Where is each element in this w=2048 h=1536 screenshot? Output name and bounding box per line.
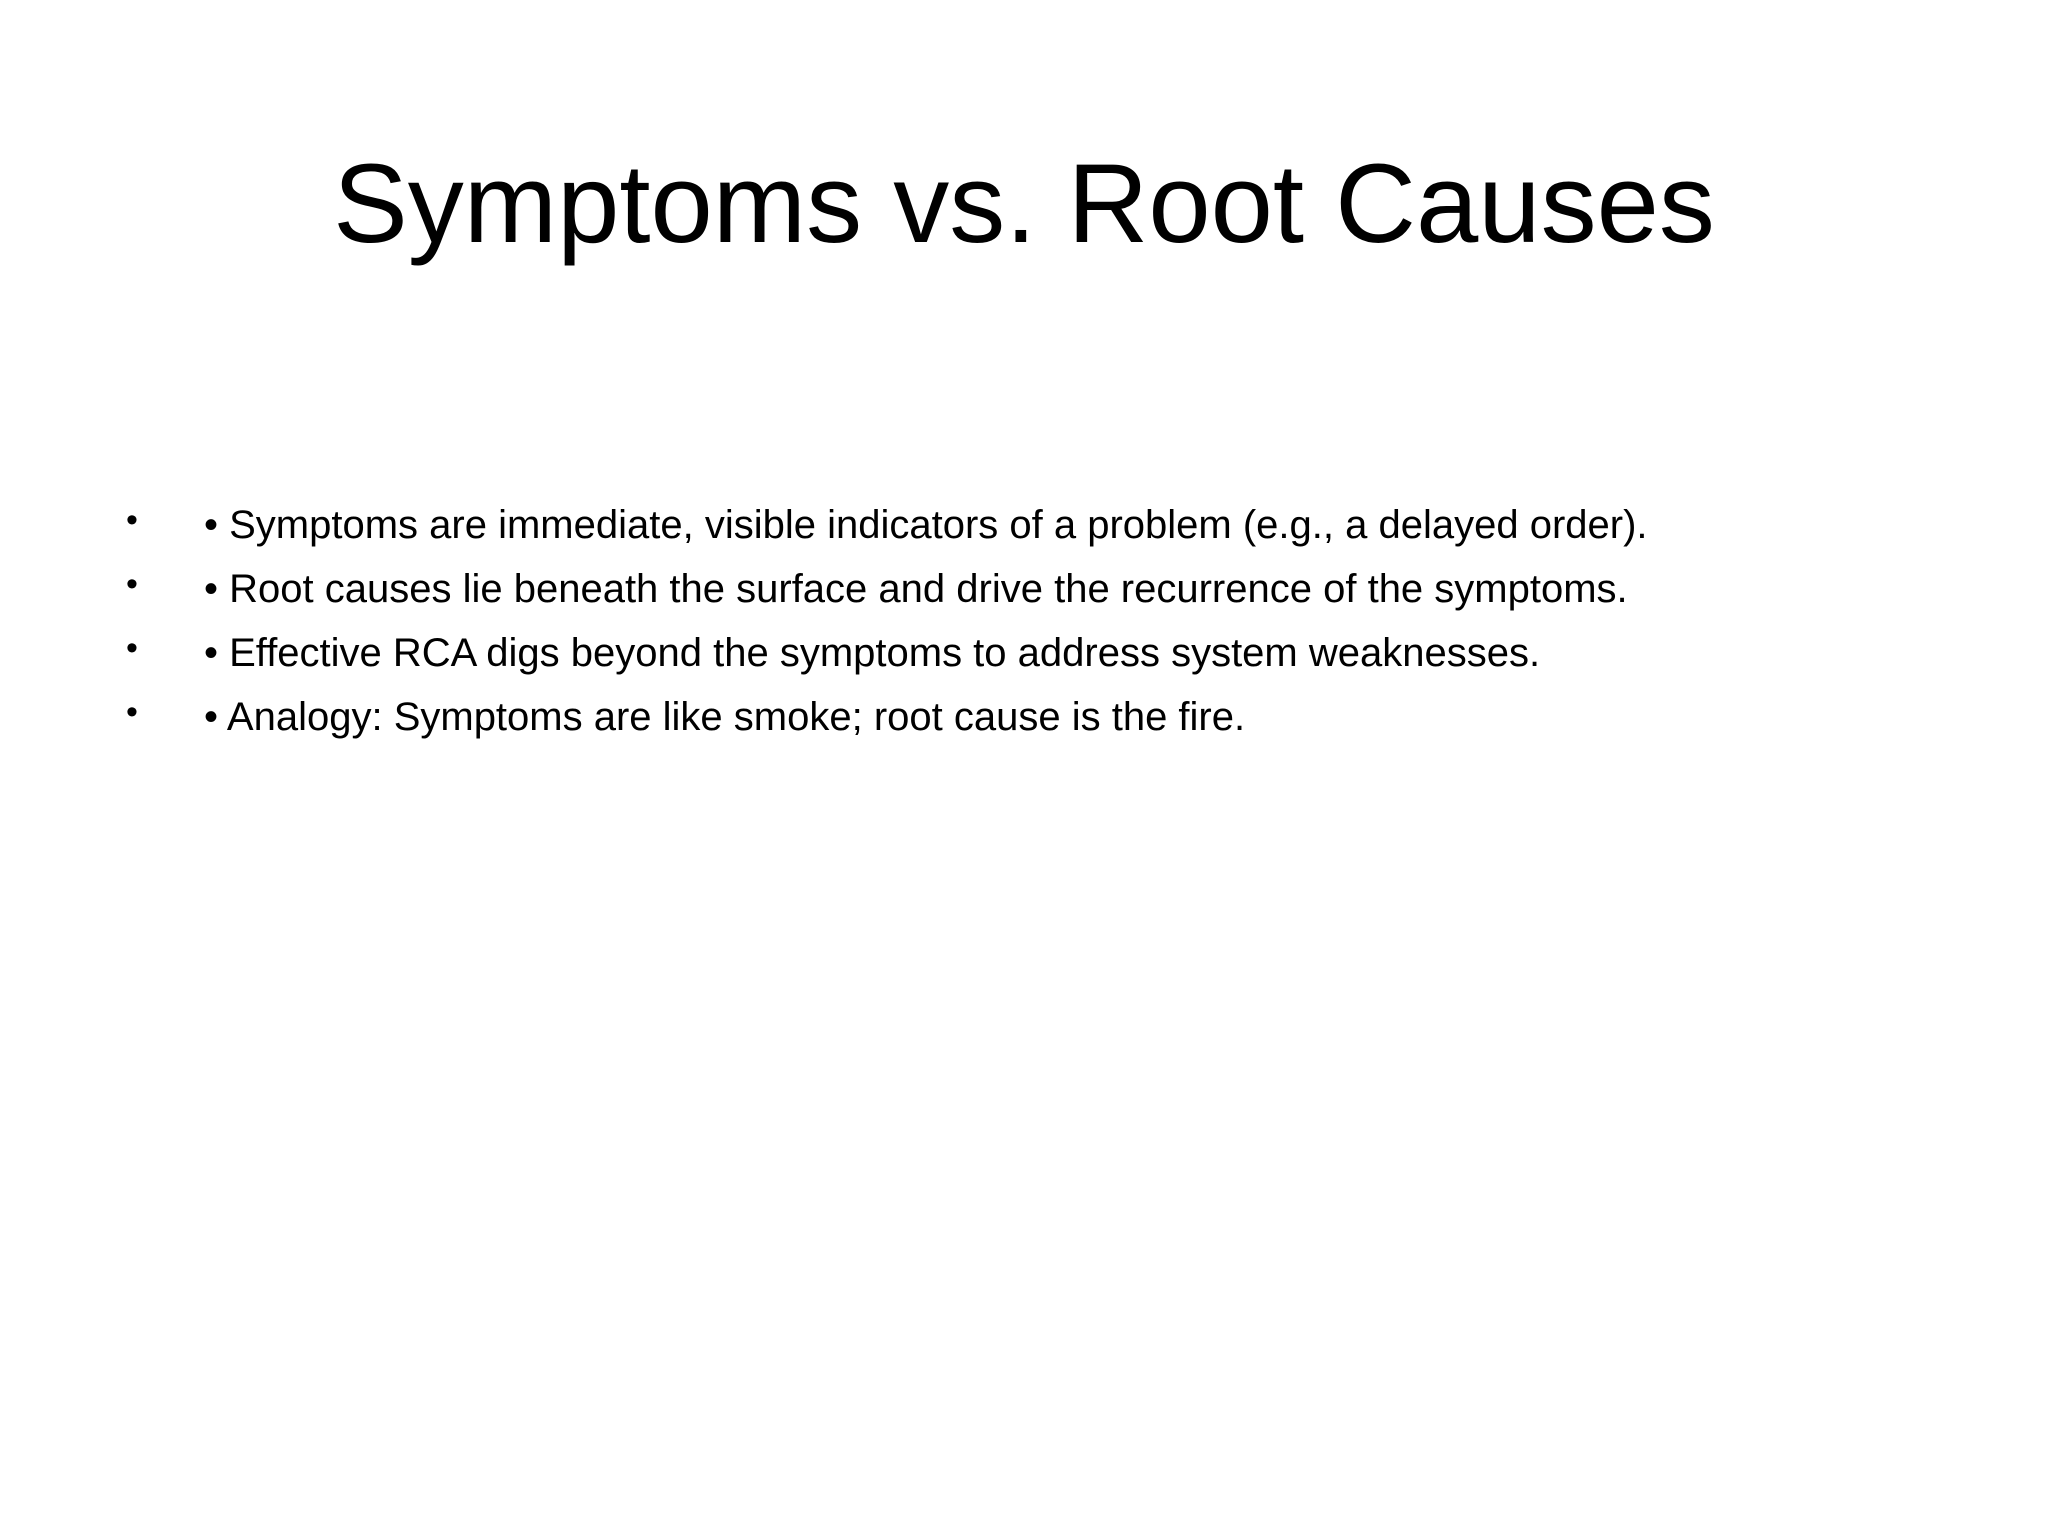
bullet-item — [120, 559, 1980, 623]
bullet-item — [120, 687, 1980, 751]
bullet-item — [120, 623, 1980, 687]
bullet-marker: • — [126, 629, 138, 667]
slide-title: Symptoms vs. Root Causes — [333, 141, 1715, 266]
bullet-text: • Symptoms are immediate, visible indicators of a problem (e.g., a delayed order). — [204, 503, 1648, 547]
bullet-text: • Effective RCA digs beyond the symptoms to address system weaknesses. — [204, 631, 1541, 675]
bullet-marker: • — [126, 693, 138, 731]
bullet-text: • Analogy: Symptoms are like smoke; root cause is the fire. — [204, 695, 1246, 739]
bullet-item — [120, 495, 1980, 559]
bullet-marker: • — [126, 501, 138, 539]
bullet-list — [120, 495, 1980, 751]
bullet-text: • Root causes lie beneath the surface and drive the recurrence of the symptoms. — [204, 567, 1628, 611]
bullet-marker: • — [126, 565, 138, 603]
